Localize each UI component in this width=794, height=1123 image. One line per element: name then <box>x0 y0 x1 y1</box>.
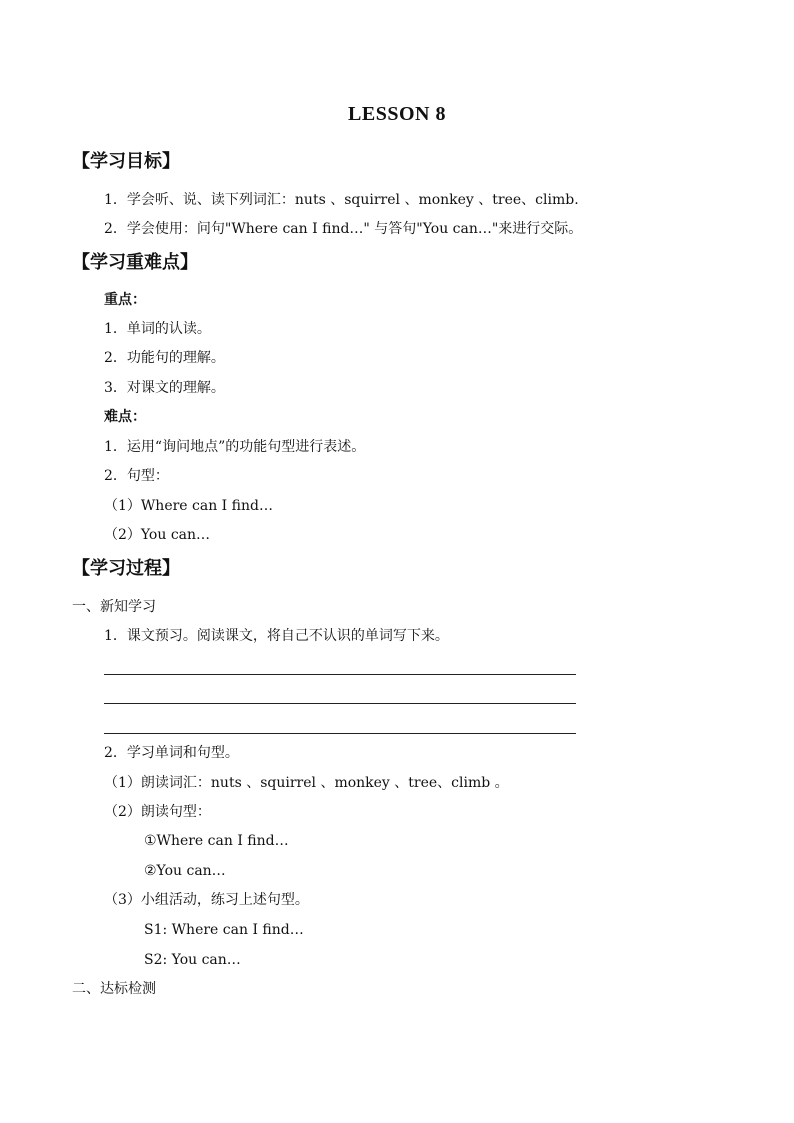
step2-text: 2．学习单词和句型。 <box>104 745 239 761</box>
objectives-heading: 【学习目标】 <box>72 151 180 172</box>
focus-item: 1．单词的认读。 <box>104 321 211 337</box>
difficulty-item: 2．句型： <box>104 468 169 484</box>
objective-item: 1．学会听、说、读下列词汇：nuts 、squirrel 、monkey 、tree、climb. <box>104 192 579 208</box>
dialog-line: S2: You can… <box>144 952 241 968</box>
focus-label: 重点： <box>104 292 146 308</box>
sub-item: （3）小组活动，练习上述句型。 <box>104 892 309 908</box>
pattern-item: ①Where can I find… <box>144 833 289 849</box>
part2-title: 二、达标检测 <box>72 981 156 997</box>
answer-line[interactable] <box>104 674 576 675</box>
process-heading: 【学习过程】 <box>72 558 180 579</box>
sub-item: （1）朗读词汇：nuts 、squirrel 、monkey 、tree、climb 。 <box>104 775 509 791</box>
step1-text: 1．课文预习。阅读课文，将自己不认识的单词写下来。 <box>104 628 449 644</box>
sub-item: （2）朗读句型： <box>104 804 211 820</box>
focus-item: 2．功能句的理解。 <box>104 350 225 366</box>
dialog-line: S1: Where can I find… <box>144 922 304 938</box>
part1-title: 一、新知学习 <box>72 599 156 615</box>
pattern-item: ②You can… <box>144 863 226 879</box>
difficulty-label: 难点： <box>104 409 146 425</box>
difficulty-item: 1．运用“询问地点”的功能句型进行表述。 <box>104 439 366 455</box>
page-title: LESSON 8 <box>348 103 446 125</box>
objective-item: 2．学会使用：问句"Where can I find…" 与答句"You can…"来进行交际。 <box>104 221 583 237</box>
difficulty-item: （2）You can… <box>104 527 211 543</box>
answer-line[interactable] <box>104 703 576 704</box>
answer-line[interactable] <box>104 733 576 734</box>
focus-item: 3．对课文的理解。 <box>104 380 225 396</box>
key-points-heading: 【学习重难点】 <box>72 252 198 273</box>
difficulty-item: （1）Where can I find… <box>104 498 273 514</box>
